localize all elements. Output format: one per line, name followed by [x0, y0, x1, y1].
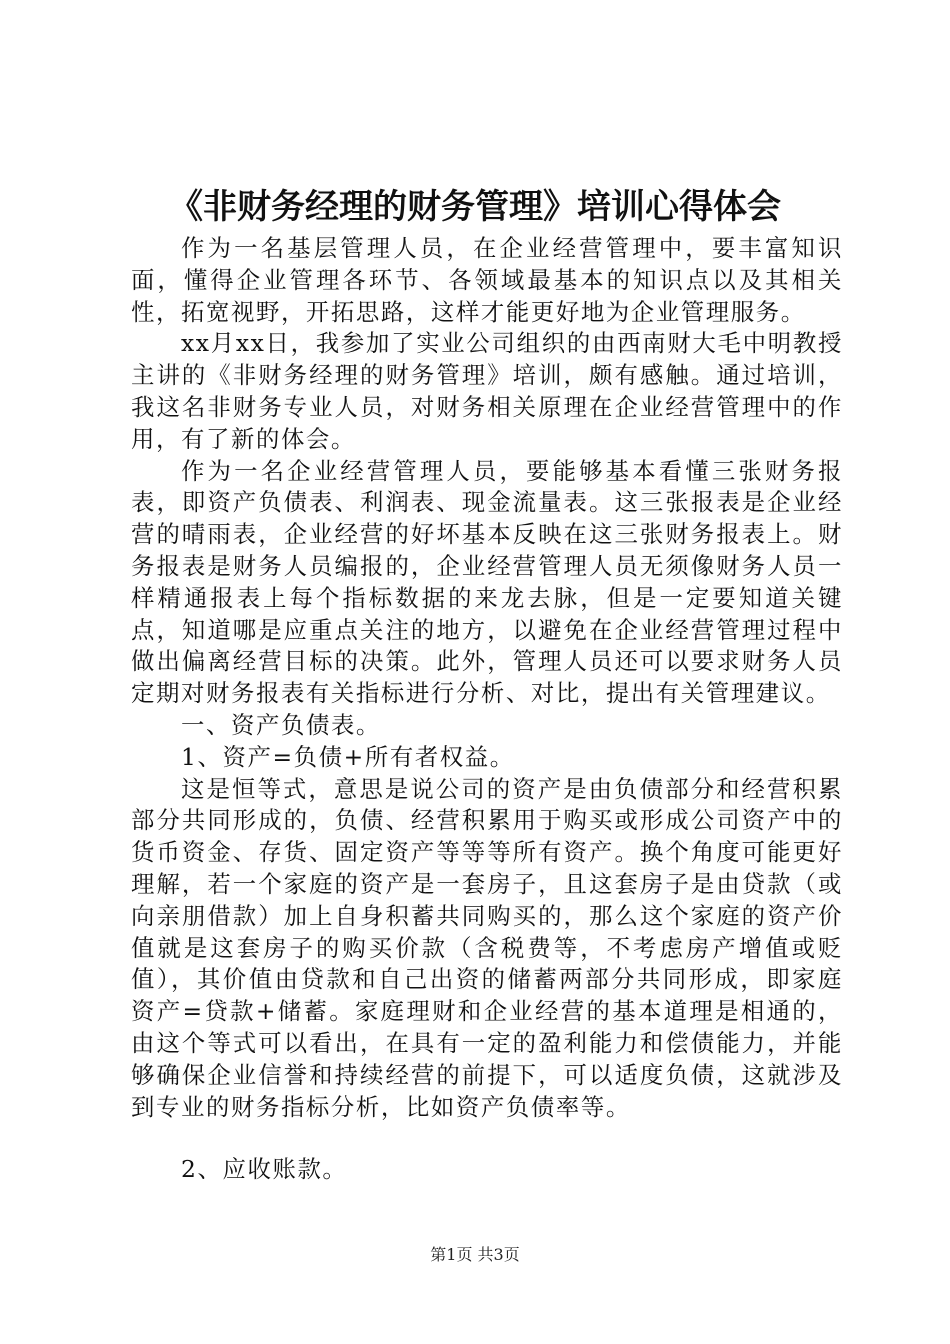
document-body — [131, 233, 843, 1186]
page-number-footer: 第1页 共3页 — [430, 1245, 520, 1264]
document-title: 《非财务经理的财务管理》培训心得体会 — [169, 187, 781, 227]
paragraph: 这是恒等式，意思是说公司的资产是由负债部分和经营积累部分共同形成的，负债、经营积累用于购买或形成公司资产中的货币资金、存货、固定资产等等等所有资产。换个角度可能更好理解，若一个家庭的资产是一套房子，且这套房子是由贷款（或向亲朋借款）加上自身积蓄共同购买的，那么这个家庭的资产价值就是这套房子的购买价款（含税费等，不考虑房产增值或贬值），其价值由贷款和自己出资的储蓄两部分共同形成，即家庭资产=贷款+储蓄。家庭理财和企业经营的基本道理是相通的，由这个等式可以看出，在具有一定的盈利能力和偿债能力，并能够确保企业信誉和持续经营的前提下，可以适度负债，这就涉及到专业的财务指标分析，比如资产负债率等。 — [131, 774, 843, 1121]
subsection-heading: 1、资产=负债+所有者权益。 — [181, 742, 515, 771]
paragraph: 作为一名企业经营管理人员，要能够基本看懂三张财务报表，即资产负债表、利润表、现金流量表。这三张报表是企业经营的晴雨表，企业经营的好坏基本反映在这三张财务报表上。财务报表是财务人员编报的，企业经营管理人员无须像财务人员一样精通报表上每个指标数据的来龙去脉，但是一定要知道关键点，知道哪是应重点关注的地方，以避免在企业经营管理过程中做出偏离经营目标的决策。此外，管理人员还可以要求财务人员定期对财务报表有关指标进行分析、对比，提出有关管理建议。 — [131, 456, 843, 708]
section-heading: 一、资产负债表。 — [181, 710, 381, 739]
paragraph: xx月xx日，我参加了实业公司组织的由西南财大毛中明教授主讲的《非财务经理的财务管理》培训，颇有感触。通过培训，我这名非财务专业人员，对财务相关原理在企业经营管理中的作用，有了新的体会。 — [131, 329, 843, 453]
subsection-heading: 2、应收账款。 — [181, 1155, 348, 1184]
paragraph: 作为一名基层管理人员，在企业经营管理中，要丰富知识面，懂得企业管理各环节、各领域最基本的知识点以及其相关性，拓宽视野，开拓思路，这样才能更好地为企业管理服务。 — [131, 234, 843, 326]
